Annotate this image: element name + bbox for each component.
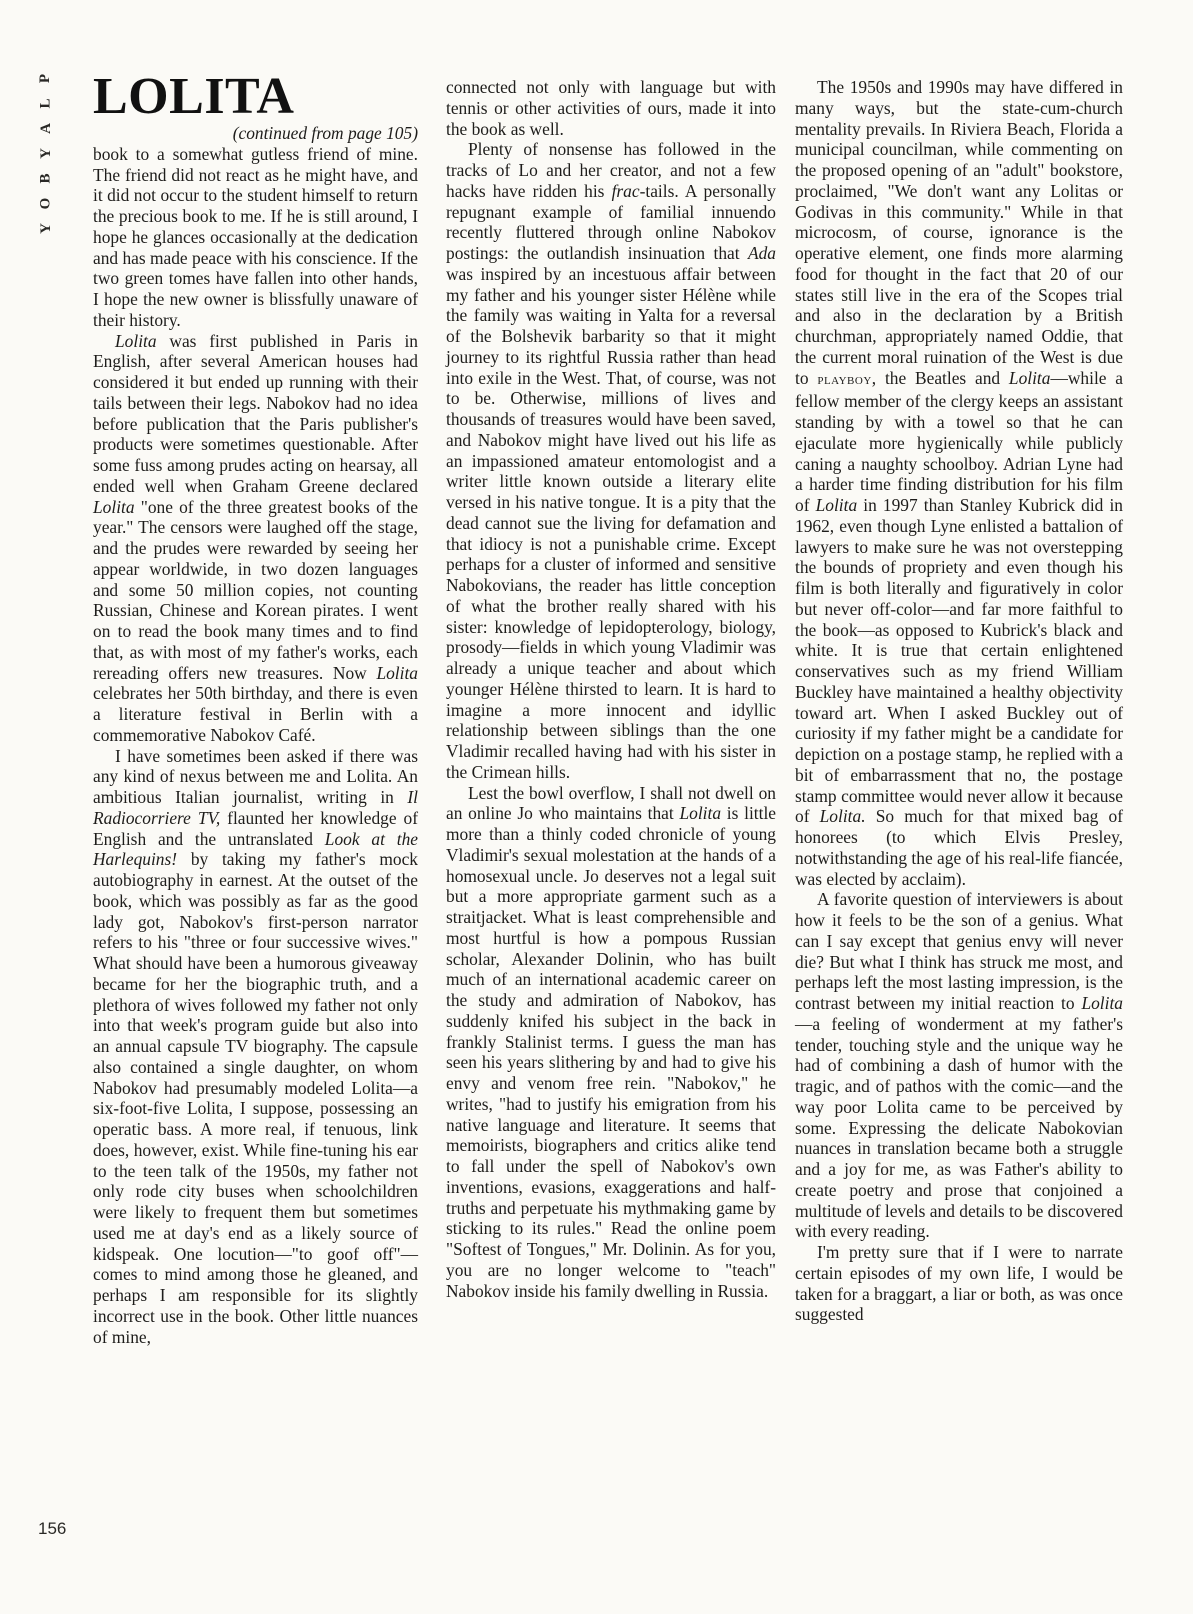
paragraph: Plenty of nonsense has followed in the tracks of Lo and her creator, and not a few hacks have ridden his frac-tails. A personally repugnant example of familial innuendo recently fluttered through online Nabokov postings: the outlandish insinuation that Ada was inspired by an incestuous affair between my father and his younger sister Hélène while the family was waiting in Yalta for a reversal of the Bolshevik barbarity so that it might journey to its rightful Russia rather than head into exile in the West. That, of course, was not to be. Otherwise, millions of lives and thousands of treasures would have been saved, and Nabokov might have lived out his life as an impassioned amateur entomologist and a writer little known outside a literary elite versed in his native tongue. It is a pity that the dead cannot sue the living for defamation and that idiocy is not a punishable crime. Except perhaps for a cluster of informed and sensitive Nabokovians, the reader has little conception of what the brother really shared with his sister: knowledge of lepidopterology, biology, prosody—fields in which young Vladimir was already a unique teacher and about which younger Hélène thirsted to learn. It is hard to imagine a more innocent and idyllic relationship between siblings than the one Vladimir recalled having had with his sister in the Crimean hills. <box>446 139 776 782</box>
paragraph: book to a somewhat gutless friend of mine. The friend did not react as he might have, and it did not occur to the student himself to return the precious book to me. If he is still around, I hope he glances occasionally at the dedication and has made peace with his conscience. If the two green tomes have fallen into other hands, I hope the new owner is blissfully unaware of their history. <box>93 143 418 330</box>
running-head-letter: O <box>37 197 54 210</box>
paragraph: I have sometimes been asked if there was any kind of nexus between me and Lolita. An ambitious Italian journalist, writing in Il Radiocorriere TV, flaunted her knowledge of English and the untranslated Look at the Harlequins! by taking my father's mock autobiography in earnest. At the outset of the book, which was possibly as far as the good lady got, Nabokov's first-person narrator refers to his "three or four successive wives." What should have been a humorous giveaway became for her the biographic truth, and a plethora of wives followed my father not only into that week's program guide but also into an annual capsule TV biography. The capsule also contained a single daughter, on whom Nabokov had presumably modeled Lolita—a six-foot-five Lolita, I suppose, possessing an operatic bass. A more real, if tenuous, link does, however, exist. While fine-tuning his ear to the teen talk of the 1950s, my father not only rode city buses when schoolchildren were likely to frequent them but sometimes used me at day's end as a likely source of kidspeak. One locution—"to goof off"—comes to mind among those he gleaned, and perhaps I am responsible for its slightly incorrect use in the book. Other little nuances of mine, <box>93 745 418 1347</box>
paragraph: Lest the bowl overflow, I shall not dwell on an online Jo who maintains that Lolita is little more than a thinly coded chronicle of young Vladimir's sexual molestation at the hands of a homosexual uncle. Jo deserves not a legal suit but a more appropriate garment such as a straitjacket. What is least comprehensible and most hurtful is how a pompous Russian scholar, Alexander Dolinin, who has built much of an international academic career on the study and admiration of Nabokov, has suddenly knifed his subject in the back in frankly Stalinist terms. I guess the man has seen his years slithering by and had to give his envy and venom free rein. "Nabokov," he writes, "had to justify his emigration from his native language and literature. It seems that memoirists, biographers and critics alike tend to fall under the spell of Nabokov's own inventions, evasions, exaggerations and half-truths and perpetuate his mythmaking game by sticking to its rules." Read the online poem "Softest of Tongues," Mr. Dolinin. As for you, you are no longer welcome to "teach" Nabokov inside his family dwelling in Russia. <box>446 782 776 1301</box>
continued-note: (continued from page 105) <box>232 123 418 143</box>
running-head-letter: Y <box>37 223 54 234</box>
column-2 <box>446 77 776 1301</box>
article-title: LOLITA <box>93 68 295 125</box>
title-block <box>93 68 418 125</box>
column-1 <box>93 68 418 1347</box>
running-head-letter: B <box>37 173 54 184</box>
paragraph: I'm pretty sure that if I were to narrate certain episodes of my own life, I would be taken for a braggart, a liar or both, as was once suggested <box>795 1242 1123 1325</box>
paragraph: A favorite question of interviewers is about how it feels to be the son of a genius. What can I say except that genius envy will never die? But what I think has struck me most, and perhaps left the most lasting impression, is the contrast between my initial reaction to Lolita—a feeling of wonderment at my father's tender, touching style and the unique way he had of combining a dash of humor with the tragic, and of pathos with the comic—and the way poor Lolita came to be perceived by some. Expressing the delicate Nabokovian nuances in translation became both a struggle and a joy for me, as was Father's ability to create poetry and prose that conjoined a multitude of levels and details to be discovered with every reading. <box>795 889 1123 1242</box>
running-head-letter: A <box>37 123 54 134</box>
running-head <box>34 66 58 241</box>
column-3 <box>795 77 1123 1325</box>
running-head-letter: P <box>37 73 54 84</box>
page-number: 156 <box>38 1519 67 1538</box>
running-head-letter: Y <box>37 148 54 159</box>
paragraph: Lolita was first published in Paris in English, after several American houses had considered it but ended up running with their tails between their legs. Nabokov had no idea before publication that the Paris publisher's products were sometimes questionable. After some fuss among prudes acting on hearsay, all ended well when Graham Greene declared Lolita "one of the three greatest books of the year." The censors were laughed off the stage, and the prudes were rewarded by seeing her appear worldwide, in two dozen languages and some 50 million copies, not counting Russian, Chinese and Korean pirates. I went on to read the book many times and to find that, as with most of my father's works, each rereading offers new treasures. Now Lolita celebrates her 50th birthday, and there is even a literature festival in Berlin with a commemorative Nabokov Café. <box>93 330 418 745</box>
running-head-letter: L <box>37 98 54 109</box>
paragraph: connected not only with language but with tennis or other activities of ours, made it into the book as well. <box>446 77 776 139</box>
paragraph: The 1950s and 1990s may have differed in many ways, but the state-cum-church mentality prevails. In Riviera Beach, Florida a municipal councilman, while commenting on the proposed opening of an "adult" bookstore, proclaimed, "We don't want any Lolitas or Godivas in this community." While in that microcosm, of course, ignorance is the operative element, one finds more alarming food for thought in the fact that 20 of our states still live in the era of the Scopes trial and also in the declaration by a British churchman, appropriately named Oddie, that the current moral ruination of the West is due to PLAYBOY, the Beatles and Lolita—while a fellow member of the clergy keeps an assistant standing by with a towel so that he can ejaculate more hygienically while publicly caning a naughty schoolboy. Adrian Lyne had a harder time finding distribution for his film of Lolita in 1997 than Stanley Kubrick did in 1962, even though Lyne enlisted a battalion of lawyers to make sure he was not overstepping the bounds of propriety and even though his film is both literally and figuratively in color but never off-color—and far more faithful to the book—as opposed to Kubrick's black and white. It is true that certain enlightened conservatives such as my friend William Buckley have maintained a healthy objectivity toward art. When I asked Buckley out of curiosity if my father might be a candidate for depiction on a postage stamp, he replied with a bit of embarrassment that no, the postage stamp committee would never allow it because of Lolita. So much for that mixed bag of honorees (to which Elvis Presley, notwithstanding the age of his real-life fiancée, was elected by acclaim). <box>795 77 1124 889</box>
